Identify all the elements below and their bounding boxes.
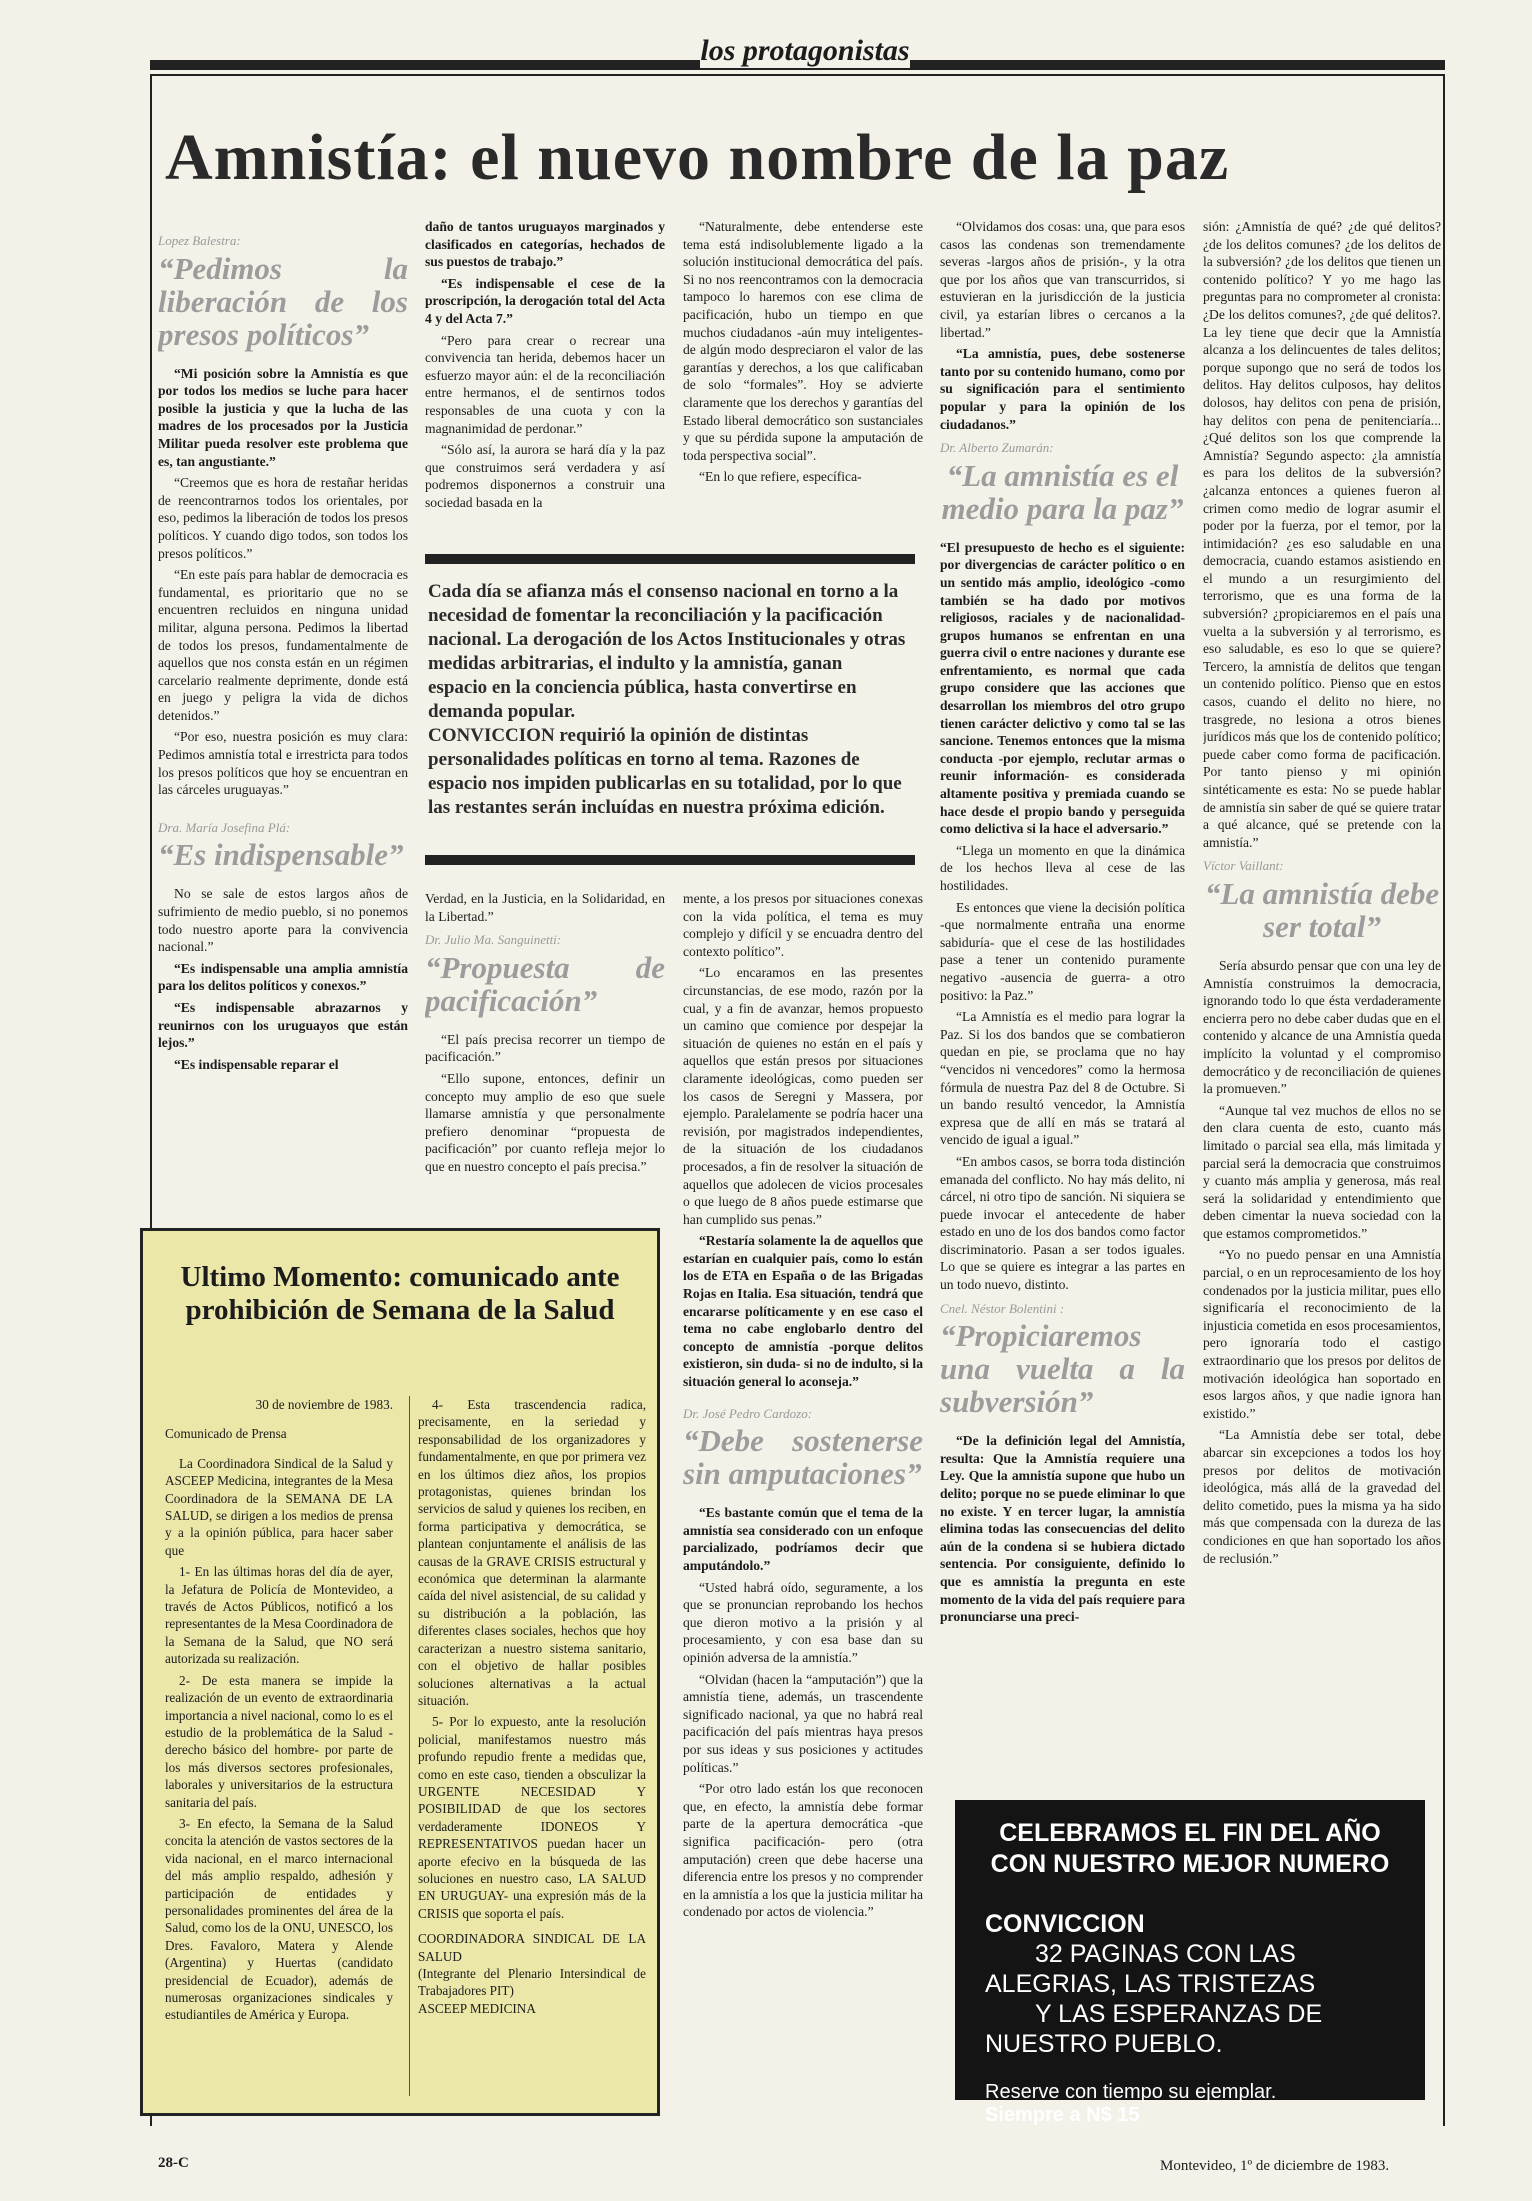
column-2-lower	[425, 890, 665, 1220]
page-number: 28-C	[158, 2155, 189, 2171]
paragraph: “Es indispensable una amplia amnistía para los delitos políticos y conexos.”	[158, 960, 408, 994]
box-left-column	[165, 1396, 393, 2096]
box-paragraph: 4- Esta trascendencia radica, precisamente, en la seriedad y responsabilidad de los organizadores y fundamentalmente, en que por primera vez en los últimos diez años, los propios protagonistas, quienes brindan los servicios de salud y quienes los reciben, en forma participativa y democrática, se plantean conjuntamente el análisis de las causas de la GRAVE CRISIS estructural y económica que determinan la alarmante caída del nivel asistencial, de su calidad y su distribución a la población, las diferentes clases sociales, hechos que hoy caracterizan a nuestro sistema sanitario, con el objetivo de hallar posibles soluciones alternativas a la actual situación.	[418, 1397, 646, 1708]
paragraph: “Lo encaramos en las presentes circunstancias, de ese modo, razón por la cual, y a fin de avanzar, hemos propuesto un camino que comience por despejar la situación de quienes no están en el país y aquellos que están presos por situaciones claramente ideológicas, como pueden ser los casos de Seregni y Massera, por ejemplo. Paralelamente se podría hacer una revisión, por magistrados independientes, de la situación de los ciudadanos procesados, a fin de resolver la situación de aquellos que adolecen de vicios procesales o que luego de 8 años puede estimarse que han cumplido sus penas.”	[683, 965, 923, 1227]
box-subtitle: Comunicado de Prensa	[165, 1426, 287, 1442]
conviccion-advertisement	[955, 1800, 1425, 2126]
paragraph: sión: ¿Amnistía de qué? ¿de qué delitos? ¿de los delitos comunes? ¿de los delitos de la subversión? ¿de los delitos que tienen un contenido político? Y yo me hago las preguntas para no comprometer al cronista: ¿De los delitos comunes?, ¿de qué delitos?. La ley tiene que decir que la Amnistía alcanza a los delincuentes de tales delitos; porque supongo que no será de todos los delitos. Hay delitos culposos, hay delitos dolosos, hay delitos con pena de prisión, hay delitos con pena de penitenciaría... ¿Qué delitos son los que comprende la Amnistía? Segundo aspecto: ¿la amnistía es para los delitos de la subversión? ¿alcanza entonces a quienes fueron al crimen como medio de lograr asumir el poder por la fuerza, por el temor, por la intimidación? ¿es eso saludable en una democracia, cuando estamos asistiendo en el mundo a un resurgimiento del terrorismo, que es una forma de la subversión? ¿propiciaremos en el país una vuelta a la subversión y al terrorismo, es eso saludable, es eso lo que se quiere? Tercero, la amnistía de delitos que tengan un contenido político. Pienso que en estos casos, cuando el delito no hiere, no trasgrede, no lesiona a otros bienes jurídicos más que los de contenido político; puede caber como forma de pacificación. Por tanto pienso y mi opinión sintéticamente es esta: No se puede hablar de amnistía sin saber de qué se quiere tratar a qué alcance, qué se pretende con la amnistía.”	[1203, 219, 1441, 850]
pullquote-propuesta: “Propuesta de pacificación”	[425, 949, 665, 1018]
paragraph: “El país precisa recorrer un tiempo de pacificación.”	[425, 1031, 665, 1065]
byline-bolentini: Cnel. Néstor Bolentini :	[940, 1300, 1065, 1316]
paragraph: “Es indispensable el cese de la proscripción, la derogación total del Acta 4 y del Acta 7.”	[425, 275, 665, 326]
paragraph: “Olvidamos dos cosas: una, que para esos casos las condenas son tremendamente severas -largos años de prisión-, y la otra que por los años que van transcurridos, si estuvieran en la jurisdicción de la justicia civil, ya estarían libres o cercanos a la libertad.”	[940, 219, 1185, 340]
ad-body-line: Y LAS ESPERANZAS DE	[1035, 2000, 1323, 2028]
paragraph: “Mi posición sobre la Amnistía es que por todos los medios se luche para hacer posible la justicia y que la lucha de las madres de los procesados por la Justicia Militar pueda resolver este problema que es, tan angustiante.”	[158, 365, 408, 469]
ad-body-line: NUESTRO PUEBLO.	[985, 2030, 1223, 2058]
paragraph: “Sólo así, la aurora se hará día y la paz que construimos será verdadera y así podremos disponernos a construir una sociedad basada en la	[425, 442, 665, 510]
section-tag: los protagonistas	[700, 34, 910, 67]
paragraph: “Creemos que es hora de restañar heridas de reencontrarnos todos los orientales, por eso, pedimos la liberación de todos los presos políticos. Y cuando digo todos, son todos los presos políticos.”	[158, 475, 408, 561]
column-4	[940, 218, 1185, 1788]
box-date: 30 de noviembre de 1983.	[255, 1397, 393, 1412]
paragraph: “En ambos casos, se borra toda distinción emanada del conflicto. No hay más delito, ni cárcel, ni otro tipo de sanción. Ni siquiera se puede invocar el antecedente de haber estado en uno de los dos bandos como factor discriminatorio. Pasan a ser todos iguales. Lo que se quiere es integrar a las partes en un todo nuevo, distinto.	[940, 1153, 1185, 1293]
paragraph: “Pero para crear o recrear una convivencia tan herida, debemos hacer un esfuerzo mayor aún: el de la reconciliación entre hermanos, el de sentirnos todos responsables de una cuota y con la magnanimidad de perdonar.”	[425, 332, 665, 436]
box-signature-line: COORDINADORA SINDICAL DE LA SALUD	[418, 1931, 646, 1964]
pullquote-debe-ser-total: “La amnistía debe ser total”	[1204, 875, 1440, 944]
paragraph: “De la definición legal del Amnistía, resulta: Que la Amnistía requiere una Ley. Que la amnistía supone que hubo un delito; porque no se puede eliminar lo que no existe. Y en tercer lugar, la amnistía elimina todas las consecuencias del delito aún de la condena si se hubiera dictado sentencia. Por consiguiente, definido lo que es amnistía la pregunta en este momento de la vida del país requiere para pronunciarse una preci-	[940, 1433, 1185, 1625]
byline-zumaran: Dr. Alberto Zumarán:	[940, 440, 1054, 456]
deck-paragraph: Cada día se afianza más el consenso nacional en torno a la necesidad de fomentar la reconciliación y la pacificación nacional. La derogación de los Actos Institucionales y otras medidas arbitrarias, el indulto y la amnistía, ganan espacio en la conciencia pública, hasta convertirse en demanda popular.	[428, 581, 906, 722]
paragraph: “Es indispensable reparar el	[174, 1056, 339, 1072]
byline-sanguinetti: Dr. Julio Ma. Sanguinetti:	[425, 932, 562, 948]
paragraph: mente, a los presos por situaciones conexas con la vida política, el tema es muy complejo y difícil y se encuadra dentro del contexto político”.	[683, 891, 923, 959]
deck-paragraph: CONVICCION requirió la opinión de distintas personalidades políticas en torno al tema. Razones de espacio nos impiden publicarlas en su totalidad, por lo que las restantes serán incluídas en nuestra próxima edición.	[428, 725, 902, 818]
ad-reserve: Reserve con tiempo su ejemplar.	[985, 2081, 1277, 2103]
box-paragraph: La Coordinadora Sindical de la Salud y ASCEEP Medicina, integrantes de la Mesa Coordinadora de la SEMANA DE LA SALUD, se dirigen a los medios de prensa y a la opinión pública, para hacer saber que	[165, 1455, 393, 1558]
paragraph: Sería absurdo pensar que con una ley de Amnistía construimos la democracia, ignorando todo lo que ésta verdaderamente encierra pero no debe caber dudas que en el contenido y alcance de una Amnistía queda implícito la voluntad y el compromiso democrático y de reconciliación de quienes la promueven.”	[1203, 957, 1441, 1097]
paragraph: “La amnistía, pues, debe sostenerse tanto por su contenido humano, como por su significación para el sentimiento popular y para la opinión de los ciudadanos.”	[940, 346, 1185, 432]
pullquote-medio-para-la-paz: “La amnistía es el medio para la paz”	[941, 457, 1184, 526]
paragraph: No se sale de estos largos años de sufrimiento de medio pueblo, si no ponemos todo nuestro aporte para la convivencia nacional.”	[158, 886, 408, 955]
paragraph: “Por eso, nuestra posición es muy clara: Pedimos amnistía total e irrestricta para todos los presos políticos que hoy se encuentran en las cárceles uruguayas.”	[158, 729, 408, 798]
paragraph: Verdad, en la Justicia, en la Solidaridad, en la Libertad.”	[425, 891, 665, 924]
paragraph: “Aunque tal vez muchos de ellos no se den clara cuenta de esto, cuanto más limitado o parcial sea ella, más limitada y parcial será la democracia que construimos y cuanto más amplia y generosa, más real será la solidaridad y entendimiento que deben cimentar la nueva sociedad con la que estamos comprometidos.”	[1203, 1102, 1441, 1241]
deck-bottom-rule	[425, 855, 915, 865]
box-right-column	[409, 1396, 646, 2096]
column-3-upper	[683, 218, 923, 543]
byline-vaillant: Víctor Vaillant:	[1203, 858, 1284, 874]
pullquote-propiciaremos: “Propiciaremos una vuelta a la subversión”	[940, 1318, 1185, 1420]
byline-cardozo: Dr. José Pedro Cardozo:	[683, 1405, 813, 1421]
ad-body-line: 32 PAGINAS CON LAS	[1035, 1940, 1296, 1968]
column-1	[158, 226, 408, 1226]
deck-top-rule	[425, 554, 915, 564]
ad-brand: CONVICCION	[985, 1910, 1145, 1938]
column-3-lower	[683, 890, 923, 2110]
paragraph: “Olvidan (hacen la “amputación”) que la amnistía tiene, además, un trascendente significado nacional, ya que no habrá real pacificación del país mientras haya presos por sus ideas y sus posiciones y actitudes políticas.”	[683, 1671, 923, 1775]
pullquote-es-indispensable: “Es indispensable”	[158, 837, 404, 873]
paragraph: “Es indispensable abrazarnos y reunirnos con los uruguayos que están lejos.”	[158, 1000, 408, 1051]
paragraph: “La Amnistía es el medio para lograr la Paz. Si los dos bandos que se combatieron quedan en pie, se proclama que no hay “vencidos ni vencedores” como la hermosa fórmula de nuestra Paz del 8 de Octubre. Si un bando resultó vencedor, la Amnistía expresa que de allí en más se tratará al vencido de igual a igual.”	[940, 1009, 1185, 1148]
right-margin-rule	[1443, 76, 1445, 2126]
box-signature-line: (Integrante del Plenario Intersindical de Trabajadores PIT)	[418, 1966, 646, 1999]
ad-headline-line: CELEBRAMOS EL FIN DEL AÑO	[999, 1819, 1381, 1847]
ad-headline-line: CON NUESTRO MEJOR NUMERO	[990, 1850, 1390, 1878]
paragraph: “Es bastante común que el tema de la amnistía sea considerado con un enfoque parcializado, podríamos decir que amputándolo.”	[683, 1505, 923, 1573]
box-paragraph: 2- De esta manera se impide la realización de un evento de extraordinaria importancia a nivel nacional, como lo es el estudio de la problemática de la Salud -derecho básico del hombre- por parte de los más diversos sectores profesionales, laborales y universitarios de la estructura sanitaria del país.	[165, 1672, 393, 1810]
dateline: Montevideo, 1º de diciembre de 1983.	[1160, 2158, 1390, 2174]
ultimo-momento-box	[140, 1228, 660, 2116]
box-paragraph: 5- Por lo expuesto, ante la resolución policial, manifestamos nuestro más profundo repudio frente a medidas que, como en este caso, tienden a obsculizar la URGENTE NECESIDAD Y POSIBILIDAD de que los sectores verdaderamente IDONEOS Y REPRESENTATIVOS puedan hacer un aporte efecivo en la búsqueda de las soluciones en nuestro caso, LA SALUD EN URUGUAY- una expresión más de la CRISIS que soporta el país.	[418, 1714, 646, 1921]
paragraph: “Yo no puedo pensar en una Amnistía parcial, o en un reprocesamiento de los hoy condenados por la justicia militar, pues ello significaría el reconocimiento de la injusticia cometida en esos procesamientos, pero ignoraría todo el castigo extraordinario que los presos por delitos de motivación ideológica han soportado en esos largos años, y que nadie ignora han existido.”	[1203, 1247, 1441, 1421]
box-title: Ultimo Momento: comunicado ante prohibición de Semana de la Salud	[180, 1261, 620, 1326]
box-paragraph: 1- En las últimas horas del día de ayer, la Jefatura de Policía de Montevideo, a través de Actos Públicos, notificó a los representantes de la Mesa Coordinadora de la Semana de la Salud, que NO será autorizada su realización.	[165, 1564, 393, 1667]
headline: Amnistía: el nuevo nombre de la paz	[165, 121, 1230, 194]
paragraph: “Naturalmente, debe entenderse este tema está indisolublemente ligado a la solución institucional democrática del país. Si no nos reencontramos con la democracia tampoco lo haremos con ese clima de pacificación, hubo un tiempo en que muchos ciudadanos -aún muy inteligentes- de algún modo despreciaron el valor de las garantías y derechos, a los que calificaban de solo “formales”. Hoy se advierte claramente que los derechos y garantías del Estado liberal democrático son sustanciales y que su pérdida supone la amputación de toda perspectiva social”.	[683, 219, 923, 463]
box-paragraph: 3- En efecto, la Semana de la Salud concita la atención de vastos sectores de la vida nacional, en el marco internacional del más amplio respaldo, adhesión y participación de entidades y personalidades prominentes del área de la Salud, como los de la ONU, UNESCO, los Dres. Favaloro, Matera y Alende (Argentina) y Huertas (candidato presidencial de Ecuador), además de numerosas organizaciones sindicales y estudiantiles de América y Europa.	[165, 1815, 393, 2023]
paragraph: Es entonces que viene la decisión política -que normalmente entraña una enorme sabiduría- que el cese de las hostilidades pase a tener un contenido puramente negativo -ausencia de guerra- a otro positivo: la Paz.”	[940, 899, 1185, 1003]
box-signature-line: ASCEEP MEDICINA	[418, 2000, 536, 2016]
deck-intro	[428, 580, 906, 820]
pullquote-lopez-balestra: “Pedimos la liberación de los presos políticos”	[158, 250, 408, 352]
paragraph: “Usted habrá oído, seguramente, a los que se pronuncian reprobando los hechos que dieron motivo a la prisión y al procesamiento, y con esa base dan su opinión adversa de la amnistía.”	[683, 1579, 923, 1665]
paragraph: daño de tantos uruguayos marginados y clasificados en categorías, hechados de sus puestos de trabajo.”	[425, 219, 665, 270]
ad-body-line: ALEGRIAS, LAS TRISTEZAS	[985, 1970, 1316, 1998]
paragraph: “En lo que refiere, específica-	[699, 469, 862, 485]
paragraph: “En este país para hablar de democracia es fundamental, es prioritario que no se encuentren recluidos en ninguna unidad militar, alguna persona. Pedimos la libertad de todos los presos, fundamentalmente de aquellos que nos consta están en un régimen carcelario realmente deprimente, donde está en juego y peligra la vida de dichos detenidos.”	[158, 567, 408, 723]
paragraph: “El presupuesto de hecho es el siguiente: por divergencias de carácter político o en un sentido más amplio, ideológico -como también se ha dado por motivos religiosos, raciales y de nacionalidad- grupos humanos se enfrentan en una guerra civil o entre naciones y durante ese enfrentamiento, es normal que cada grupo considere que las acciones que desarrollan los miembros del otro grupo tienen carácter delictivo y como tal se las sancione. Tenemos entonces que la misma conducta -por ejemplo, reclutar armas o reunir información- es considerada altamente positiva y premiada cuando se hace desde el propio bando y perseguida como delictiva si la hace el adversario.”	[940, 539, 1185, 837]
byline-lopez-balestra: Lopez Balestra:	[158, 233, 241, 248]
column-2-upper	[425, 218, 665, 543]
paragraph: “Por otro lado están los que reconocen que, en efecto, la amnistía debe formar parte de la apertura democrática -que significa pacificación- pero (otra amputación) creen que debe hacerse una diferencia entre los presos y no comprender en la amnistía a los que la justicia militar ha condenado por actos de violencia.”	[683, 1781, 923, 1920]
paragraph: “Restaría solamente la de aquellos que estarían en cualquier país, como lo están los de ETA en España o de las Brigadas Rojas en Italia. Esa situación, tendrá que encararse políticamente y en ese caso el tema no cabe englobarlo dentro del concepto de amnistía -porque delitos existieron, sin duda- si no de indulto, si la situación general lo aconseja.”	[683, 1233, 923, 1390]
pullquote-debe-sostenerse: “Debe sostenerse sin amputaciones”	[683, 1423, 923, 1492]
paragraph: “La Amnistía debe ser total, debe abarcar sin excepciones a todos los hoy presos por delitos de motivación ideológica, más allá de la gravedad del delito cometido, pues la misma ya ha sido más que compensada con la dureza de las condiciones en que han soportado los años de reclusión.”	[1203, 1427, 1441, 1566]
top-rule-thin	[150, 74, 1445, 76]
byline-maria-josefina-pla: Dra. María Josefina Plá:	[158, 819, 291, 835]
column-5	[1203, 218, 1441, 1788]
paragraph: “Llega un momento en que la dinámica de los hechos lleva al cese de las hostilidades.	[940, 842, 1185, 893]
paragraph: “Ello supone, entonces, definir un concepto muy amplio de eso que suele llamarse amnistía y que personalmente prefiero denominar “propuesta de pacificación” por cuanto refleja mejor lo que en nuestro concepto el país precisa.”	[425, 1070, 665, 1174]
ad-price: Siempre a N$ 15	[985, 2104, 1140, 2126]
